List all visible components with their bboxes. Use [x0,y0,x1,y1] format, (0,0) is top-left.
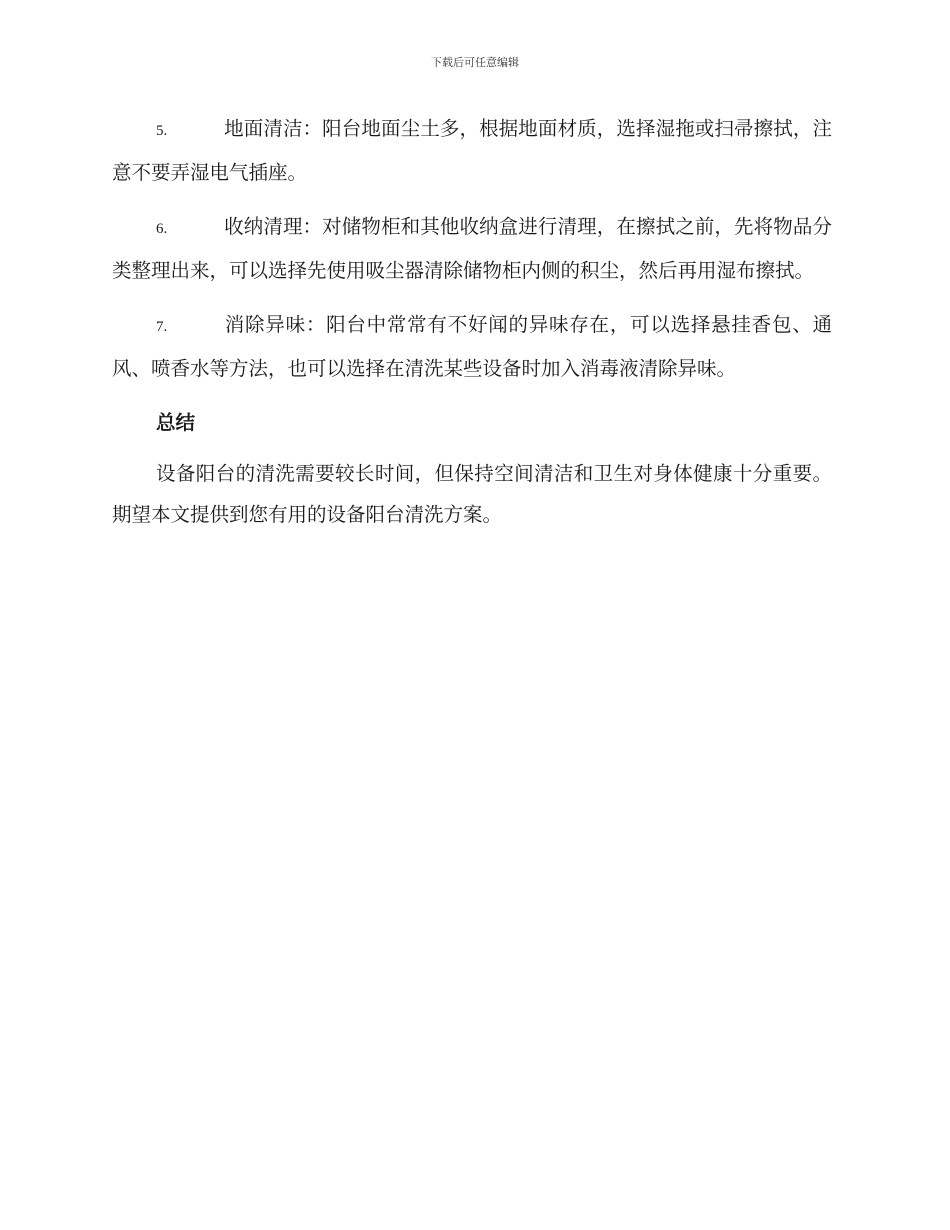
summary-heading: 总结 [156,411,196,434]
list-item-text: 收纳清理：对储物柜和其他收纳盒进行清理，在擦拭之前，先将物品分类整理出来，可以选择先使用吸尘器清除储物柜内侧的积尘，然后再用湿布擦拭。 [112,215,832,282]
list-item-7 [112,304,832,389]
list-item-5 [112,108,832,193]
list-item-number: 6. [156,221,168,237]
list-item-6 [112,206,832,291]
page-header: 下载后可任意编辑 [431,56,519,69]
document-body [112,108,832,535]
list-item-number: 5. [156,123,168,139]
summary-paragraph: 设备阳台的清洗需要较长时间，但保持空间清洁和卫生对身体健康十分重要。期望本文提供到您有用的设备阳台清洗方案。 [112,462,832,526]
list-item-text: 地面清洁：阳台地面尘土多，根据地面材质，选择湿拖或扫帚擦拭，注意不要弄湿电气插座。 [112,117,832,184]
list-item-text: 消除异味：阳台中常常有不好闻的异味存在，可以选择悬挂香包、通风、喷香水等方法，也可以选择在清洗某些设备时加入消毒液清除异味。 [112,313,832,380]
list-item-number: 7. [156,319,168,335]
